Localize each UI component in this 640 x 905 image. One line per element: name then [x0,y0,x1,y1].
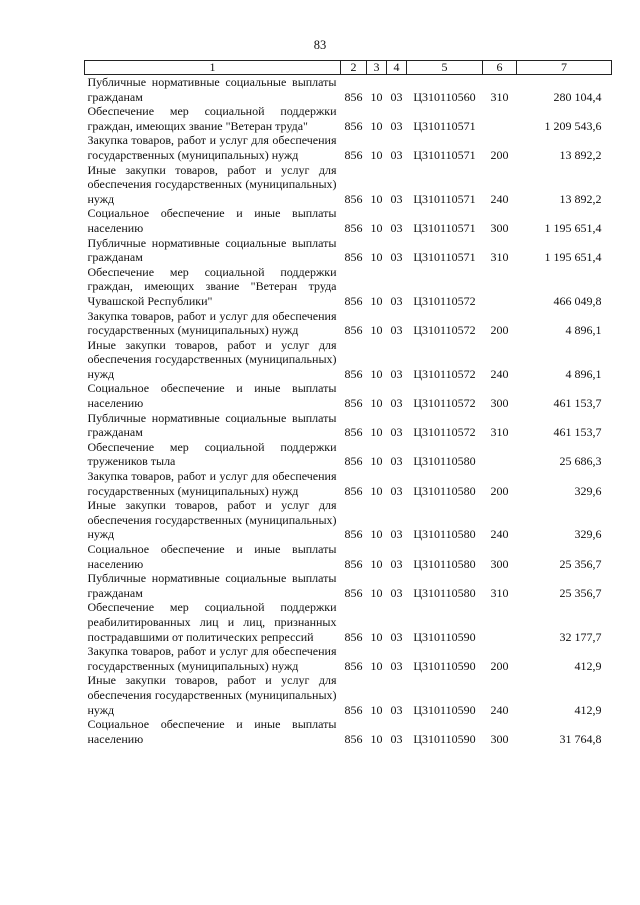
table-row [85,542,612,571]
row-subsection-code: 03 [390,702,403,717]
row-name: Публичные нормативные социальные выплаты гражданам [87,410,337,440]
row-ministry-code: 856 [344,220,363,235]
row-section-code: 10 [370,147,383,162]
row-amount: 280 104,4 [553,89,602,104]
table-row [85,206,612,235]
row-expense-type-code [483,440,517,469]
row-amount: 13 892,2 [559,147,602,162]
row-expense-type-code: 300 [490,556,509,571]
table-row [85,469,612,498]
row-name: Закупка товаров, работ и услуг для обеспечения государственных (муниципальных) нужд [87,133,337,162]
row-expense-type-code: 300 [490,220,509,235]
row-subsection-code: 03 [390,323,403,338]
row-subsection-code: 03 [390,366,403,381]
row-amount: 31 764,8 [559,731,602,746]
row-subsection-code: 03 [390,483,403,498]
row-target-code: Ц310110571 [413,250,476,265]
row-name: Обеспечение мер социальной поддержки тружеников тыла [87,439,337,469]
row-section-code: 10 [370,250,383,265]
row-name: Закупка товаров, работ и услуг для обеспечения государственных (муниципальных) нужд [87,469,337,498]
row-amount: 32 177,7 [559,629,602,644]
row-name: Публичные нормативные социальные выплаты гражданам [87,571,337,600]
row-target-code: Ц310110580 [413,454,476,469]
table-row [85,498,612,542]
row-section-code: 10 [370,483,383,498]
row-section-code: 10 [370,425,383,440]
row-expense-type-code: 200 [490,323,509,338]
row-section-code: 10 [370,89,383,104]
table-row [85,381,612,410]
header-row [85,61,612,75]
header-col-4: 4 [387,61,407,75]
row-subsection-code: 03 [390,396,403,411]
row-ministry-code: 856 [344,323,363,338]
row-amount: 25 356,7 [559,556,602,571]
row-target-code: Ц310110571 [413,147,476,162]
row-ministry-code: 856 [344,483,363,498]
row-name: Обеспечение мер социальной поддержки граждан, имеющих звание "Ветеран труда Чувашской Республики" [87,264,337,308]
row-ministry-code: 856 [344,147,363,162]
row-subsection-code: 03 [390,658,403,673]
row-name: Иные закупки товаров, работ и услуг для обеспечения государственных (муниципальных) нужд [87,162,337,206]
row-subsection-code: 03 [390,585,403,600]
row-section-code: 10 [370,220,383,235]
row-name: Закупка товаров, работ и услуг для обеспечения государственных (муниципальных) нужд [87,644,337,673]
table-header [85,61,612,75]
row-amount: 466 049,8 [553,293,602,308]
row-expense-type-code: 310 [490,425,509,440]
header-col-2: 2 [341,61,367,75]
row-section-code: 10 [370,702,383,717]
table-row [85,163,612,207]
row-expense-type-code: 200 [490,483,509,498]
row-subsection-code: 03 [390,220,403,235]
row-ministry-code: 856 [344,396,363,411]
row-target-code: Ц310110571 [413,220,476,235]
row-subsection-code: 03 [390,89,403,104]
row-amount: 13 892,2 [559,191,602,206]
row-ministry-code: 856 [344,556,363,571]
row-target-code: Ц310110580 [413,527,476,542]
row-amount: 412,9 [574,658,602,673]
row-target-code: Ц310110590 [413,629,476,644]
row-name: Публичные нормативные социальные выплаты гражданам [87,75,337,104]
row-amount: 329,6 [574,483,602,498]
row-subsection-code: 03 [390,731,403,746]
row-subsection-code: 03 [390,425,403,440]
row-expense-type-code: 240 [490,702,509,717]
row-subsection-code: 03 [390,629,403,644]
row-ministry-code: 856 [344,527,363,542]
row-ministry-code: 856 [344,702,363,717]
row-target-code: Ц310110572 [413,425,476,440]
row-ministry-code: 856 [344,425,363,440]
row-section-code: 10 [370,527,383,542]
row-target-code: Ц310110580 [413,483,476,498]
row-subsection-code: 03 [390,454,403,469]
row-section-code: 10 [370,731,383,746]
row-subsection-code: 03 [390,118,403,133]
row-expense-type-code: 300 [490,396,509,411]
row-ministry-code: 856 [344,658,363,673]
table-row [85,717,612,746]
row-name: Обеспечение мер социальной поддержки реабилитированных лиц и лиц, признанных пострадавшими от политических репрессий [87,600,337,644]
table-body [85,75,612,747]
row-section-code: 10 [370,556,383,571]
row-section-code: 10 [370,396,383,411]
row-expense-type-code: 240 [490,366,509,381]
table-row [85,644,612,673]
row-subsection-code: 03 [390,147,403,162]
row-section-code: 10 [370,658,383,673]
row-amount: 412,9 [574,702,602,717]
row-name: Иные закупки товаров, работ и услуг для обеспечения государственных (муниципальных) нужд [87,337,337,381]
row-target-code: Ц310110572 [413,323,476,338]
row-section-code: 10 [370,585,383,600]
row-name: Социальное обеспечение и иные выплаты населению [87,717,337,746]
row-subsection-code: 03 [390,293,403,308]
row-ministry-code: 856 [344,89,363,104]
row-expense-type-code: 300 [490,731,509,746]
table-row [85,440,612,469]
row-expense-type-code [483,265,517,309]
row-section-code: 10 [370,454,383,469]
table-row [85,571,612,600]
table-row [85,133,612,162]
row-section-code: 10 [370,293,383,308]
row-name: Иные закупки товаров, работ и услуг для обеспечения государственных (муниципальных) нужд [87,673,337,717]
row-amount: 461 153,7 [553,396,602,411]
row-expense-type-code: 310 [490,250,509,265]
row-expense-type-code [483,600,517,644]
header-col-6: 6 [483,61,517,75]
row-section-code: 10 [370,191,383,206]
row-section-code: 10 [370,366,383,381]
row-section-code: 10 [370,629,383,644]
row-target-code: Ц310110571 [413,118,476,133]
row-expense-type-code: 200 [490,658,509,673]
page-number: 83 [313,38,327,52]
row-amount: 329,6 [574,527,602,542]
table-row [85,673,612,717]
row-amount: 25 356,7 [559,585,602,600]
row-name: Закупка товаров, работ и услуг для обеспечения государственных (муниципальных) нужд [87,308,337,338]
table-row [85,236,612,265]
header-col-5: 5 [407,61,483,75]
row-name: Иные закупки товаров, работ и услуг для обеспечения государственных (муниципальных) нужд [87,498,337,542]
row-amount: 1 195 651,4 [544,250,602,265]
table-row [85,600,612,644]
table-row [85,104,612,133]
row-amount: 1 209 543,6 [544,118,602,133]
row-ministry-code: 856 [344,585,363,600]
row-subsection-code: 03 [390,556,403,571]
row-expense-type-code: 240 [490,191,509,206]
row-expense-type-code: 310 [490,89,509,104]
row-target-code: Ц310110580 [413,556,476,571]
row-target-code: Ц310110590 [413,731,476,746]
header-col-1: 1 [85,61,341,75]
table-row [85,338,612,382]
table-row [85,75,612,105]
row-ministry-code: 856 [344,366,363,381]
budget-table [84,60,612,746]
table-row [85,411,612,440]
row-target-code: Ц310110572 [413,396,476,411]
row-target-code: Ц310110572 [413,293,476,308]
row-target-code: Ц310110590 [413,702,476,717]
row-ministry-code: 856 [344,731,363,746]
row-expense-type-code: 200 [490,147,509,162]
row-amount: 25 686,3 [559,454,602,469]
row-subsection-code: 03 [390,191,403,206]
row-ministry-code: 856 [344,191,363,206]
header-col-3: 3 [367,61,387,75]
row-expense-type-code: 240 [490,527,509,542]
row-amount: 4 896,1 [565,323,602,338]
row-ministry-code: 856 [344,293,363,308]
table-row [85,265,612,309]
row-name: Публичные нормативные социальные выплаты гражданам [87,235,337,265]
row-section-code: 10 [370,118,383,133]
row-amount: 4 896,1 [565,366,602,381]
row-name: Социальное обеспечение и иные выплаты населению [87,542,337,571]
row-target-code: Ц310110590 [413,658,476,673]
row-section-code: 10 [370,323,383,338]
row-name: Социальное обеспечение и иные выплаты населению [87,206,337,235]
row-ministry-code: 856 [344,250,363,265]
row-target-code: Ц310110580 [413,585,476,600]
row-target-code: Ц310110571 [413,191,476,206]
table-row [85,309,612,338]
row-ministry-code: 856 [344,454,363,469]
row-ministry-code: 856 [344,629,363,644]
row-expense-type-code [483,104,517,133]
header-col-7: 7 [517,61,612,75]
row-subsection-code: 03 [390,250,403,265]
row-amount: 1 195 651,4 [544,220,602,235]
row-ministry-code: 856 [344,118,363,133]
row-subsection-code: 03 [390,527,403,542]
row-name: Социальное обеспечение и иные выплаты населению [87,381,337,411]
row-expense-type-code: 310 [490,585,509,600]
row-amount: 461 153,7 [553,425,602,440]
row-target-code: Ц310110560 [413,89,476,104]
row-target-code: Ц310110572 [413,366,476,381]
row-name: Обеспечение мер социальной поддержки граждан, имеющих звание "Ветеран труда" [87,104,337,133]
